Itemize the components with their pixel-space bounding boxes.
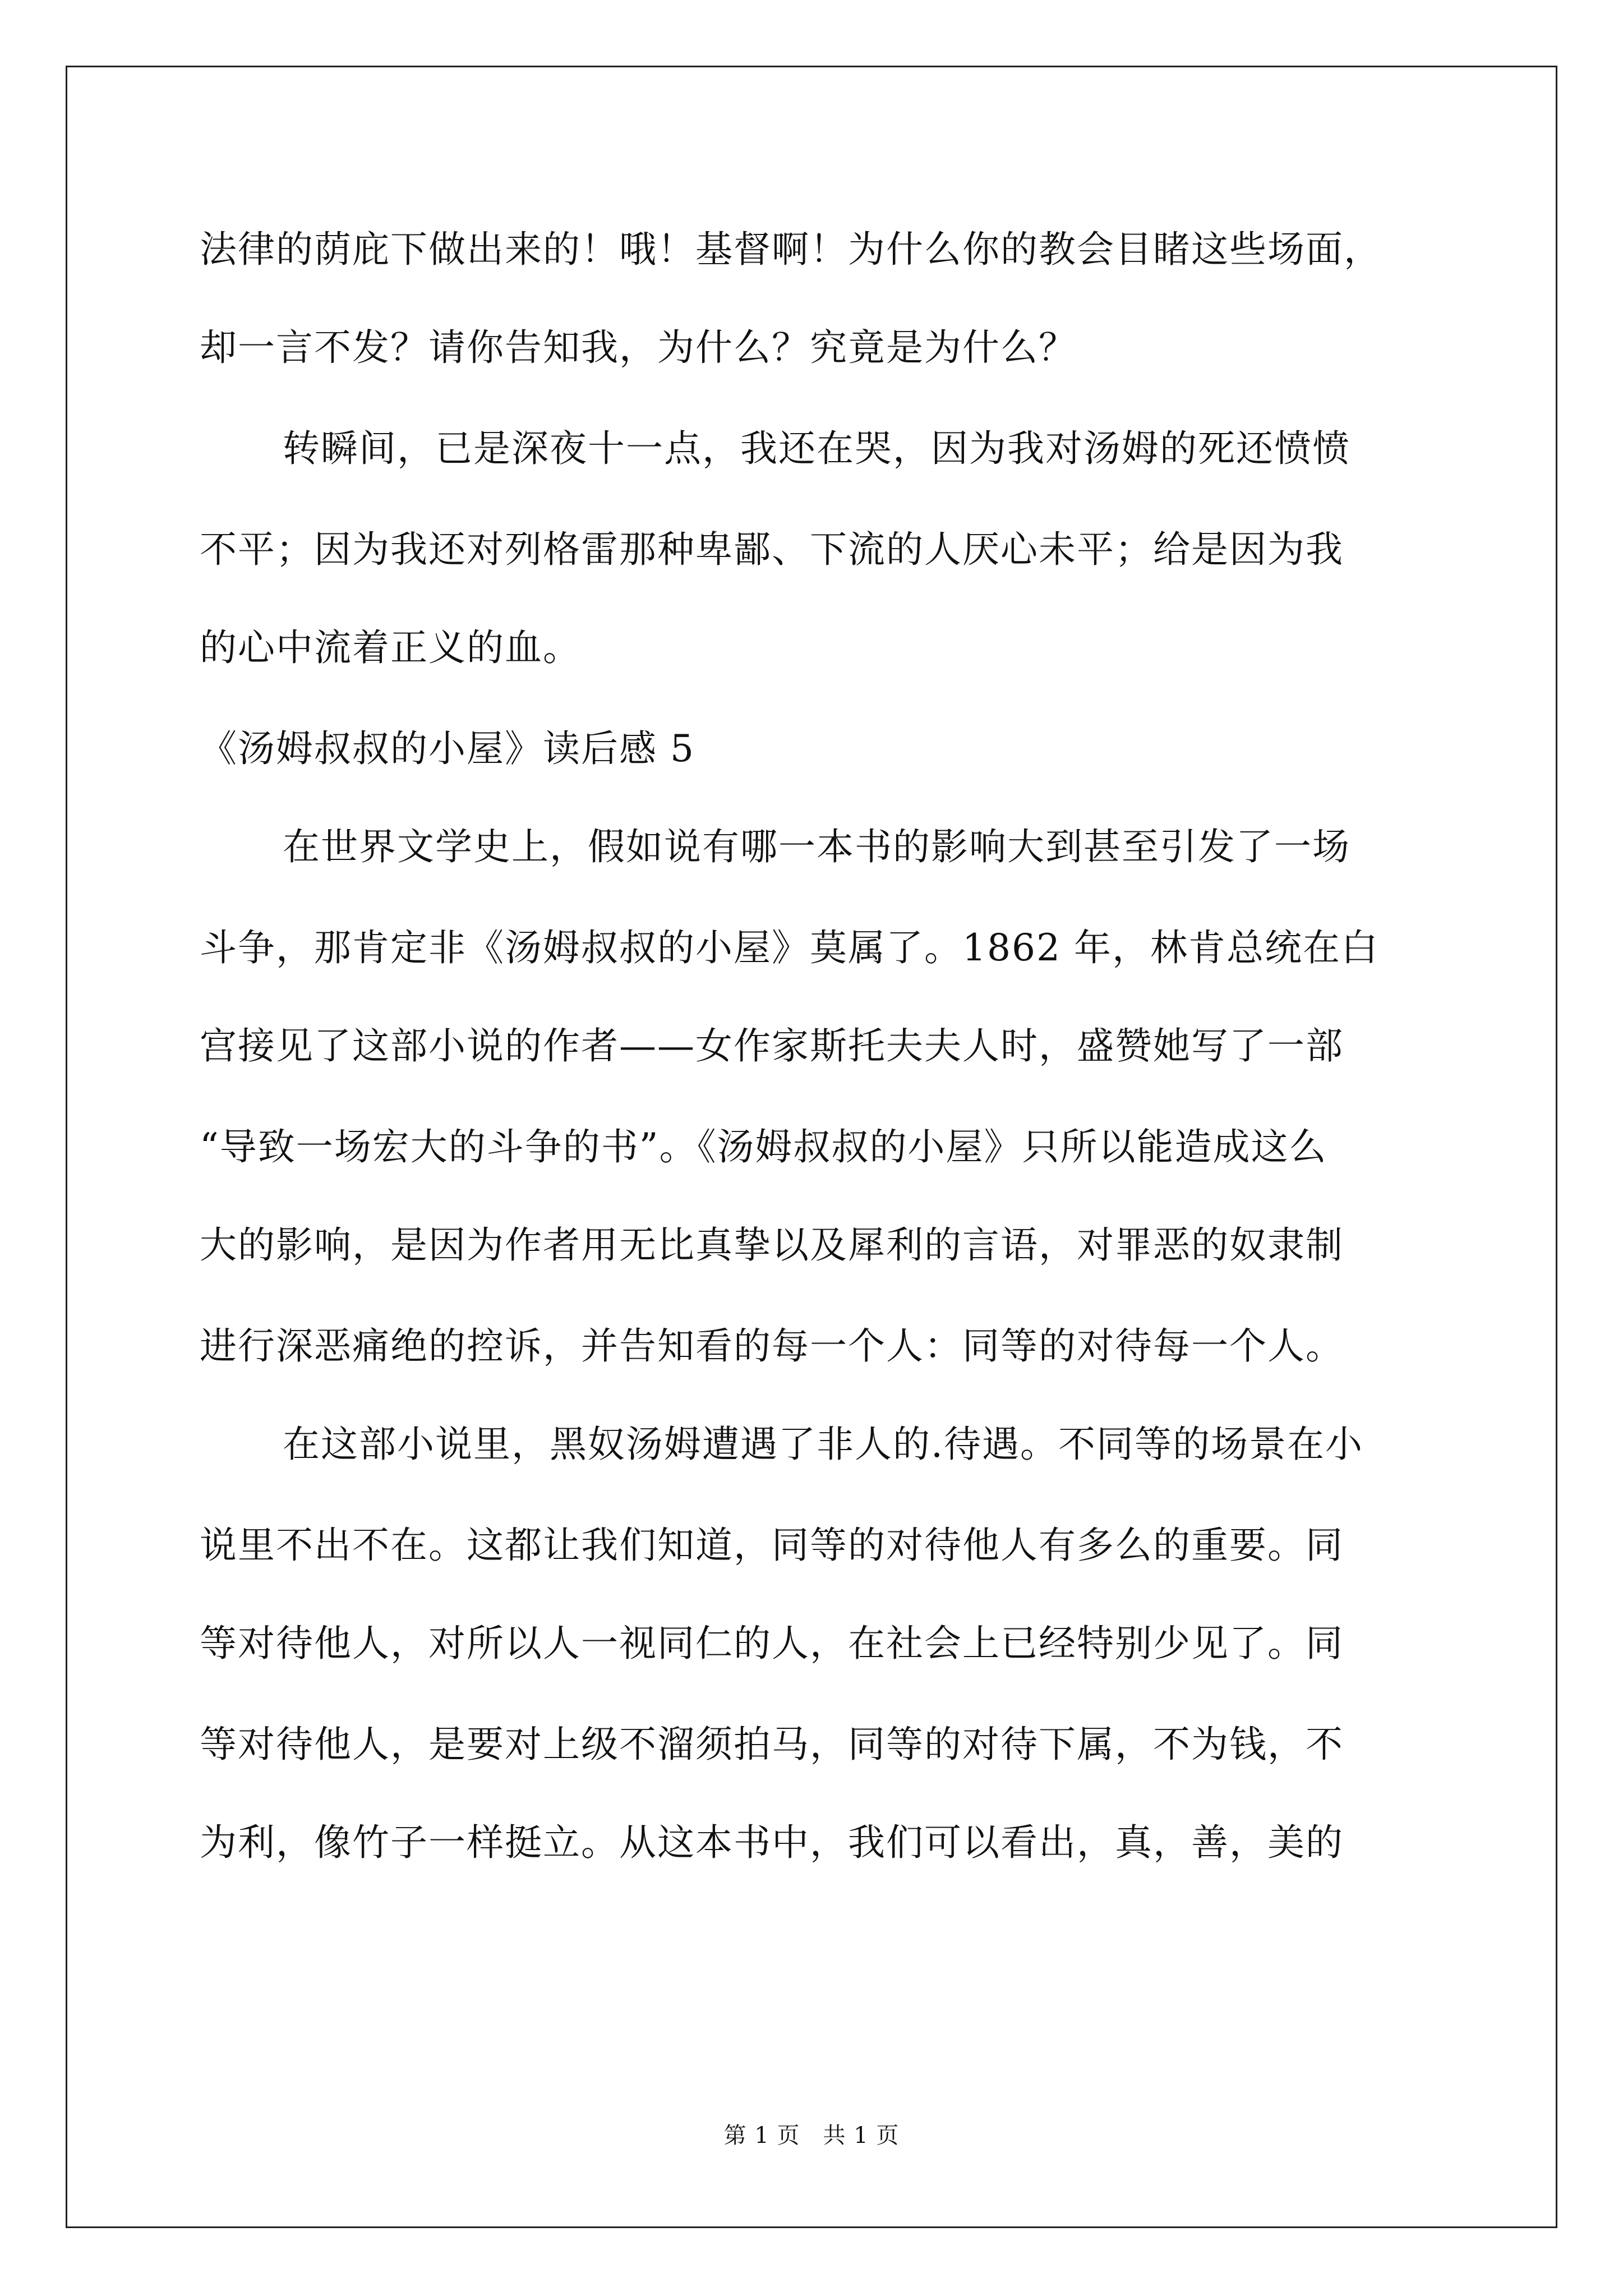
- body-line: 不平；因为我还对列格雷那种卑鄙、下流的人厌心未平；给是因为我: [200, 528, 1344, 571]
- page-number-footer: 第 1 页 共 1 页: [723, 2123, 900, 2148]
- body-line: 大的影响，是因为作者用无比真挚以及犀利的言语，对罪恶的奴隶制: [200, 1223, 1344, 1267]
- body-line: 宫接见了这部小说的作者——女作家斯托夫夫人时，盛赞她写了一部: [200, 1024, 1344, 1068]
- body-line: “导致一场宏大的斗争的书”。《汤姆叔叔的小屋》只所以能造成这么: [200, 1125, 1327, 1168]
- body-line: 的心中流着正义的血。: [200, 626, 581, 669]
- body-line: 等对待他人，对所以人一视同仁的人，在社会上已经特别少见了。同: [200, 1622, 1344, 1665]
- body-line: 却一言不发？请你告知我，为什么？究竟是为什么？: [200, 326, 1077, 369]
- body-line: 斗争，那肯定非《汤姆叔叔的小屋》莫属了。1862 年，林肯总统在白: [200, 926, 1379, 969]
- section-heading: 《汤姆叔叔的小屋》读后感 5: [200, 727, 695, 770]
- paragraph-first-line: 在这部小说里，黑奴汤姆遭遇了非人的.待遇。不同等的场景在小: [283, 1423, 1363, 1466]
- body-line: 为利，像竹子一样挺立。从这本书中，我们可以看出，真，善，美的: [200, 1821, 1344, 1864]
- body-line: 法律的荫庇下做出来的！哦！基督啊！为什么你的教会目睹这些场面，: [200, 228, 1382, 271]
- body-line: 说里不出不在。这都让我们知道，同等的对待他人有多么的重要。同: [200, 1524, 1344, 1567]
- body-line: 进行深恶痛绝的控诉，并告知看的每一个人：同等的对待每一个人。: [200, 1324, 1344, 1368]
- paragraph-first-line: 转瞬间，已是深夜十一点，我还在哭，因为我对汤姆的死还愤愤: [283, 427, 1350, 470]
- body-line: 等对待他人，是要对上级不溜须拍马，同等的对待下属，不为钱，不: [200, 1723, 1344, 1766]
- paragraph-first-line: 在世界文学史上，假如说有哪一本书的影响大到甚至引发了一场: [283, 825, 1350, 868]
